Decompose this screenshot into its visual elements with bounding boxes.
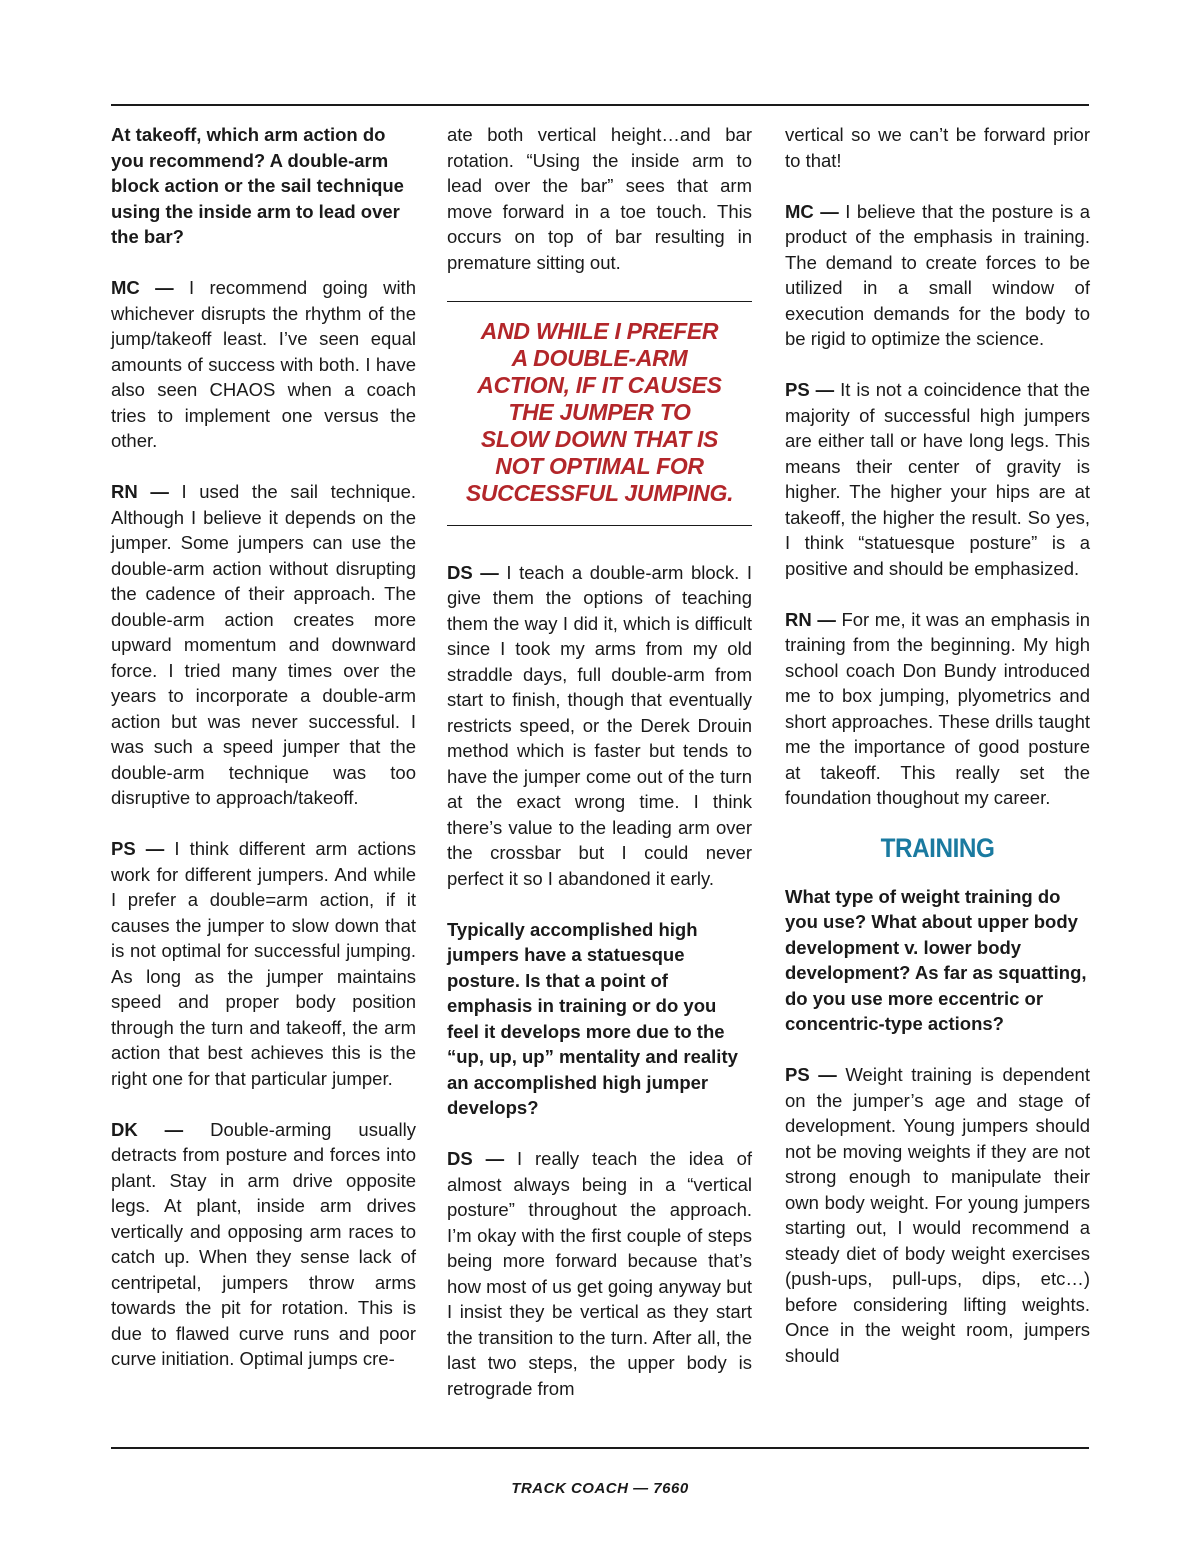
speaker-label: PS — [111,838,165,859]
answer-rn [785,607,1090,811]
speaker-label: MC — [785,200,839,222]
answer-ds [447,560,752,892]
answer-mc [785,199,1090,352]
continuation-text: vertical so we can’t be forward prior to that! [785,124,1090,171]
answer-ps-weights [785,1062,1090,1368]
speaker-label: PS — [785,1064,837,1085]
answer-text: It is not a coincidence that the majority of successful high jumpers are either tall or have long legs. This means their center of gravity is higher. The higher your hips are at takeoff, the higher the result. So yes, I think “statuesque posture” is a positive and should be emphasized. [785,379,1090,579]
pull-quote-line: NOT OPTIMAL FOR [495,452,704,479]
bottom-rule [111,1447,1089,1449]
section-heading-training: TRAINING [880,833,995,863]
answer-ps [111,836,416,1091]
answer-ps [785,377,1090,581]
speaker-label: RN — [111,481,169,502]
speaker-label: MC — [111,277,174,298]
pull-quote-line: AND WHILE I PREFER [480,317,719,344]
question-posture: Typically accomplished high jumpers have a statuesque posture. Is that a point of emphasis in training or do you feel it develops more due to the “up, up, up” mentality and reality an accomplished high jumper develops? [447,918,738,1118]
answer-ds-posture [447,1146,752,1401]
answer-text: I recommend going with whichever disrupts the rhythm of the jump/takeoff least. I’ve seen equal amounts of success with both. I have also seen CHAOS when a coach tries to implement one versus the other. [111,277,416,451]
pull-quote [447,301,752,526]
top-rule [111,104,1089,106]
pull-quote-line: SLOW DOWN THAT IS [480,425,719,452]
question-arm-action: At takeoff, which arm action do you recommend? A double-arm block action or the sail technique using the inside arm to lead over the bar? [111,124,404,247]
answer-text: Double-arming usually detracts from posture and forces into plant. Stay in arm drive opposite legs. At plant, inside arm drives vertically and opposing arm races to catch up. When they sense lack of centripetal, jumpers throw arms towards the pit for rotation. This is due to flawed curve runs and poor curve initiation. Optimal jumps cre- [111,1118,416,1369]
answer-text: For me, it was an emphasis in training from the beginning. My high school coach Don Bundy introduced me to box jumping, plyometrics and short approaches. These drills taught me the importance of good posture at takeoff. This really set the foundation thoughout my career. [785,608,1090,808]
pull-quote-line: ACTION, IF IT CAUSES [477,371,722,398]
pull-quote-line: THE JUMPER TO [508,398,691,425]
answer-text: I used the sail technique. Although I believe it depends on the jumper. Some jumpers can use the double-arm action without disrupting the cadence of their approach. The double-arm action creates more upward momentum and downward force. I tried many times over the years to incorporate a double-arm action but was never successful. I was such a speed jumper that the double-arm technique was too disruptive to approach/takeoff. [111,481,416,808]
answer-text: I teach a double-arm block. I give them the options of teaching them the way I did it, which is difficult since I took my arms from my old straddle days, full double-arm from start to finish, though that eventually restricts speed, or the Derek Drouin method which is faster but tends to have the jumper come out of the turn at the exact wrong time. I think there’s value to the leading arm over the crossbar but I could never perfect it so I abandoned it early. [447,561,752,889]
speaker-label: DK — [111,1118,184,1140]
answer-text: I believe that the posture is a product of the emphasis in training. The demand to create forces to be utilized in a small window of execution demands for the body to be rigid to optimize the science. [785,200,1090,349]
pull-quote-line: SUCCESSFUL JUMPING. [465,479,734,506]
answer-dk [111,1117,416,1372]
answer-rn [111,479,416,811]
speaker-label: DS — [447,561,499,583]
answer-text: I think different arm actions work for different jumpers. And while I prefer a double=arm action, if it causes the jumper to slow down that is not optimal for successful jumping. As long as the jumper maintains speed and proper body position through the turn and takeoff, the arm action that best achieves this is the right one for that particular jumper. [111,838,416,1089]
speaker-label: RN — [785,608,836,630]
answer-mc [111,275,416,454]
pull-quote-line: A DOUBLE-ARM [511,344,688,371]
continuation-text: ate both vertical height…and bar rotation. “Using the inside arm to lead over the bar” sees that arm move forward in a toe touch. This occurs on top of bar resulting in premature sitting out. [447,124,752,273]
page-footer: TRACK COACH — 7660 [511,1480,689,1497]
column-2 [447,122,752,1401]
speaker-label: DS — [447,1148,505,1169]
question-weight-training: What type of weight training do you use? What about upper body development v. lower body development? As far as squatting, do you use more eccentric or concentric-type actions? [785,885,1087,1034]
column-3 [785,122,1090,1368]
answer-text: Weight training is dependent on the jumper’s age and stage of development. Young jumpers should not be moving weights if they are not strong enough to manipulate their own body weight. For young jumpers starting out, I would recommend a steady diet of body weight exercises (push-ups, pull-ups, dips, etc…) before considering lifting weights. Once in the weight room, jumpers should [785,1064,1090,1366]
answer-text: I really teach the idea of almost always being in a “vertical posture” throughout the approach. I’m okay with the first couple of steps being more forward because that’s how most of us get going anyway but I insist they be vertical as they start the transition to the turn. After all, the last two steps, the upper body is retrograde from [447,1148,752,1399]
speaker-label: PS — [785,379,835,400]
column-1 [111,122,416,1372]
